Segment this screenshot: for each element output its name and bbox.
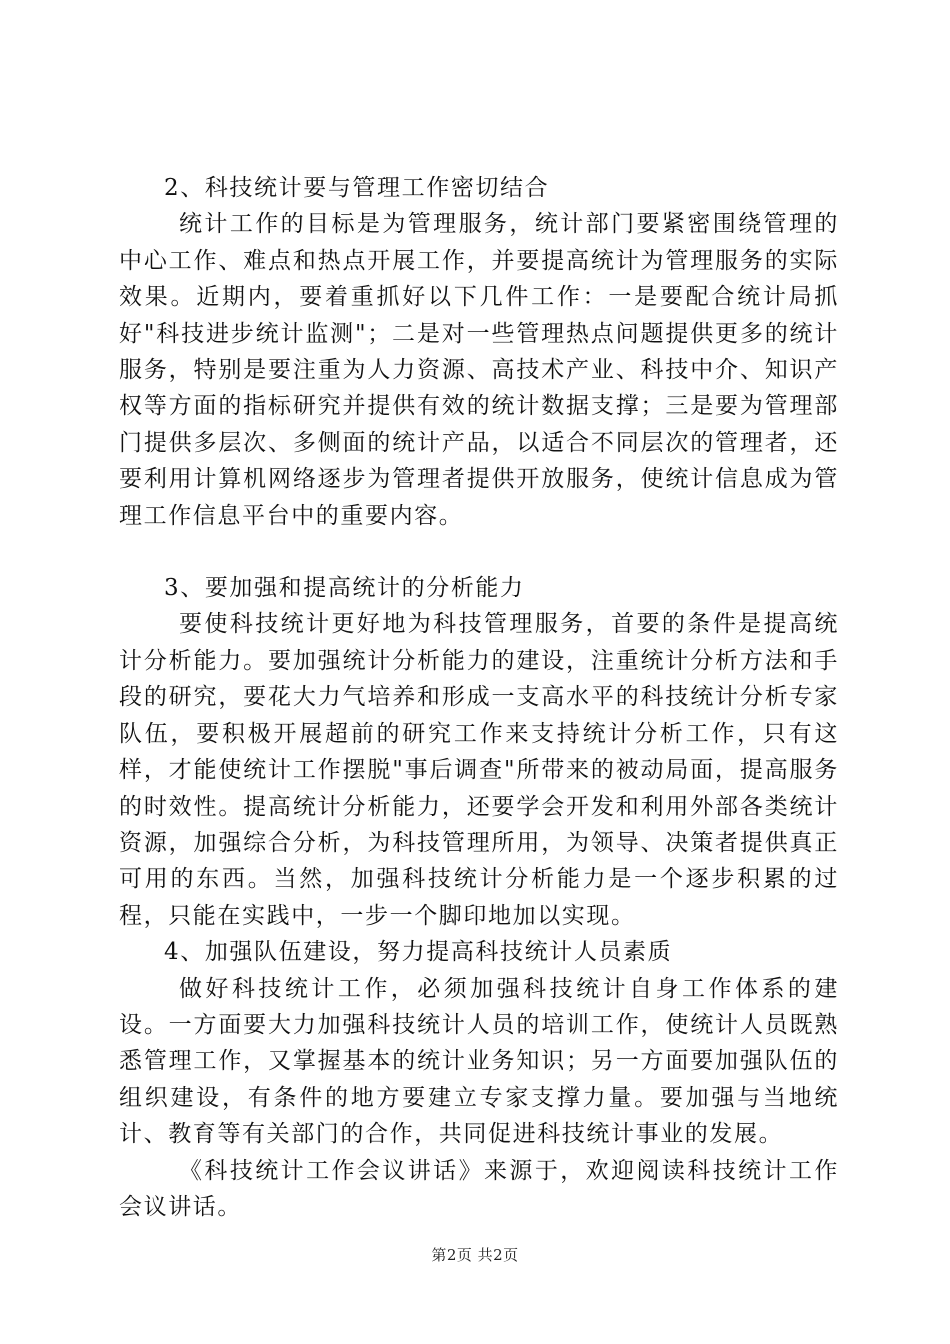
- source-note-paragraph: 《科技统计工作会议讲话》来源于，欢迎阅读科技统计工作会议讲话。: [119, 1157, 839, 1220]
- page-number-footer: 第2页 共2页: [431, 1246, 519, 1264]
- section-spacer: [119, 534, 839, 570]
- section-heading: 3、要加强和提高统计的分析能力: [164, 575, 525, 602]
- section-heading: 2、科技统计要与管理工作密切结合: [164, 175, 550, 201]
- body-paragraph: 统计工作的目标是为管理服务，统计部门要紧密围绕管理的中心工作、难点和热点开展工作，并要提高统计为管理服务的实际效果。近期内，要着重抓好以下几件工作：一是要配合统计局抓好"科技进步统计监测"；二是对一些管理热点问题提供更多的统计服务，特别是要注重为人力资源、高技术产业、科技中介、知识产权等方面的指标研究并提供有效的统计数据支撑；三是要为管理部门提供多层次、多侧面的统计产品，以适合不同层次的管理者，还要利用计算机网络逐步为管理者提供开放服务，使统计信息成为管理工作信息平台中的重要内容。: [119, 211, 839, 529]
- document-body: [119, 170, 839, 1225]
- body-paragraph: 要使科技统计更好地为科技管理服务，首要的条件是提高统计分析能力。要加强统计分析能力的建设，注重统计分析方法和手段的研究，要花大力气培养和形成一支高水平的科技统计分析专家队伍，要积极开展超前的研究工作来支持统计分析工作，只有这样，才能使统计工作摆脱"事后调查"所带来的被动局面，提高服务的时效性。提高统计分析能力，还要学会开发和利用外部各类统计资源，加强综合分析，为科技管理所用，为领导、决策者提供真正可用的东西。当然，加强科技统计分析能力是一个逐步积累的过程，只能在实践中，一步一个脚印地加以实现。: [119, 611, 839, 929]
- body-paragraph: 做好科技统计工作，必须加强科技统计自身工作体系的建设。一方面要大力加强科技统计人员的培训工作，使统计人员既熟悉管理工作，又掌握基本的统计业务知识；另一方面要加强队伍的组织建设，有条件的地方要建立专家支撑力量。要加强与当地统计、教育等有关部门的合作，共同促进科技统计事业的发展。: [119, 975, 839, 1148]
- section-heading: 4、加强队伍建设，努力提高科技统计人员素质: [164, 939, 673, 966]
